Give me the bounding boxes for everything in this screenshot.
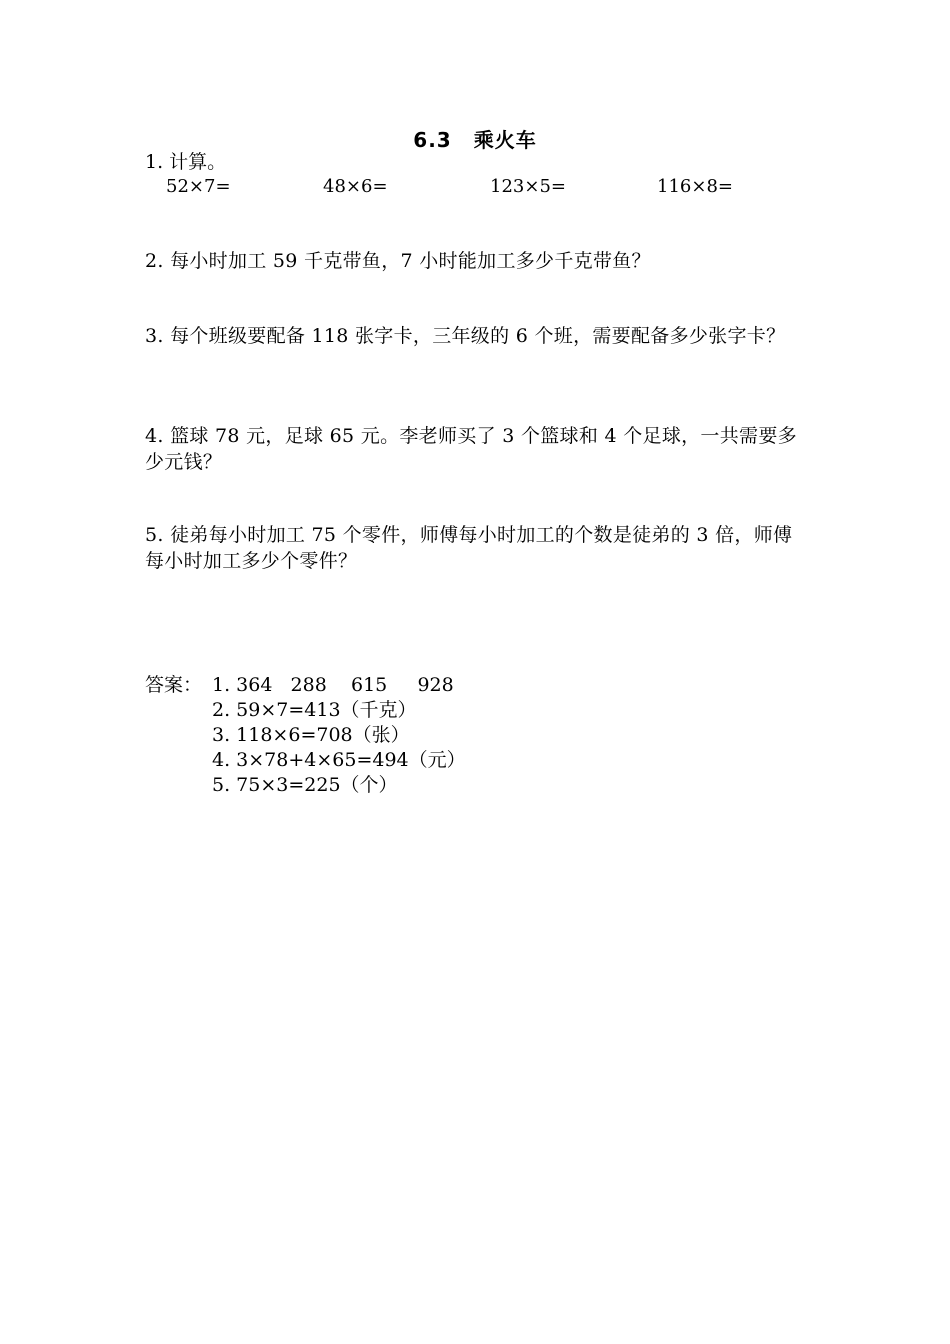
answer-line-2: 2. 59×7=413（千克） (212, 699, 417, 721)
title-text: 乘火车 (473, 128, 537, 152)
question-2: 2. 每小时加工 59 千克带鱼，7 小时能加工多少千克带鱼？ (145, 250, 651, 272)
answer-line-1: 1. 364 288 615 928 (212, 674, 454, 696)
question-5: 5. 徒弟每小时加工 75 个零件，师傅每小时加工的个数是徒弟的 3 倍，师傅每小时加工多少个零件？ (145, 524, 793, 572)
page-title (0, 124, 950, 153)
question-4: 4. 篮球 78 元，足球 65 元。李老师买了 3 个篮球和 4 个足球，一共需要多少元钱？ (145, 425, 797, 473)
calc-item-4: 116×8= (657, 176, 733, 197)
answers-label: 答案： (145, 674, 203, 696)
calc-item-1: 52×7= (166, 176, 231, 197)
calc-item-3: 123×5= (490, 176, 566, 197)
title-number: 6.3 (413, 128, 452, 152)
calc-item-2: 48×6= (323, 176, 388, 197)
answer-line-5: 5. 75×3=225（个） (212, 774, 398, 796)
question-3: 3. 每个班级要配备 118 张字卡，三年级的 6 个班，需要配备多少张字卡？ (145, 325, 786, 347)
answer-line-4: 4. 3×78+4×65=494（元） (212, 749, 466, 771)
answer-line-3: 3. 118×6=708（张） (212, 724, 410, 746)
question-1-heading: 1. 计算。 (145, 151, 227, 173)
